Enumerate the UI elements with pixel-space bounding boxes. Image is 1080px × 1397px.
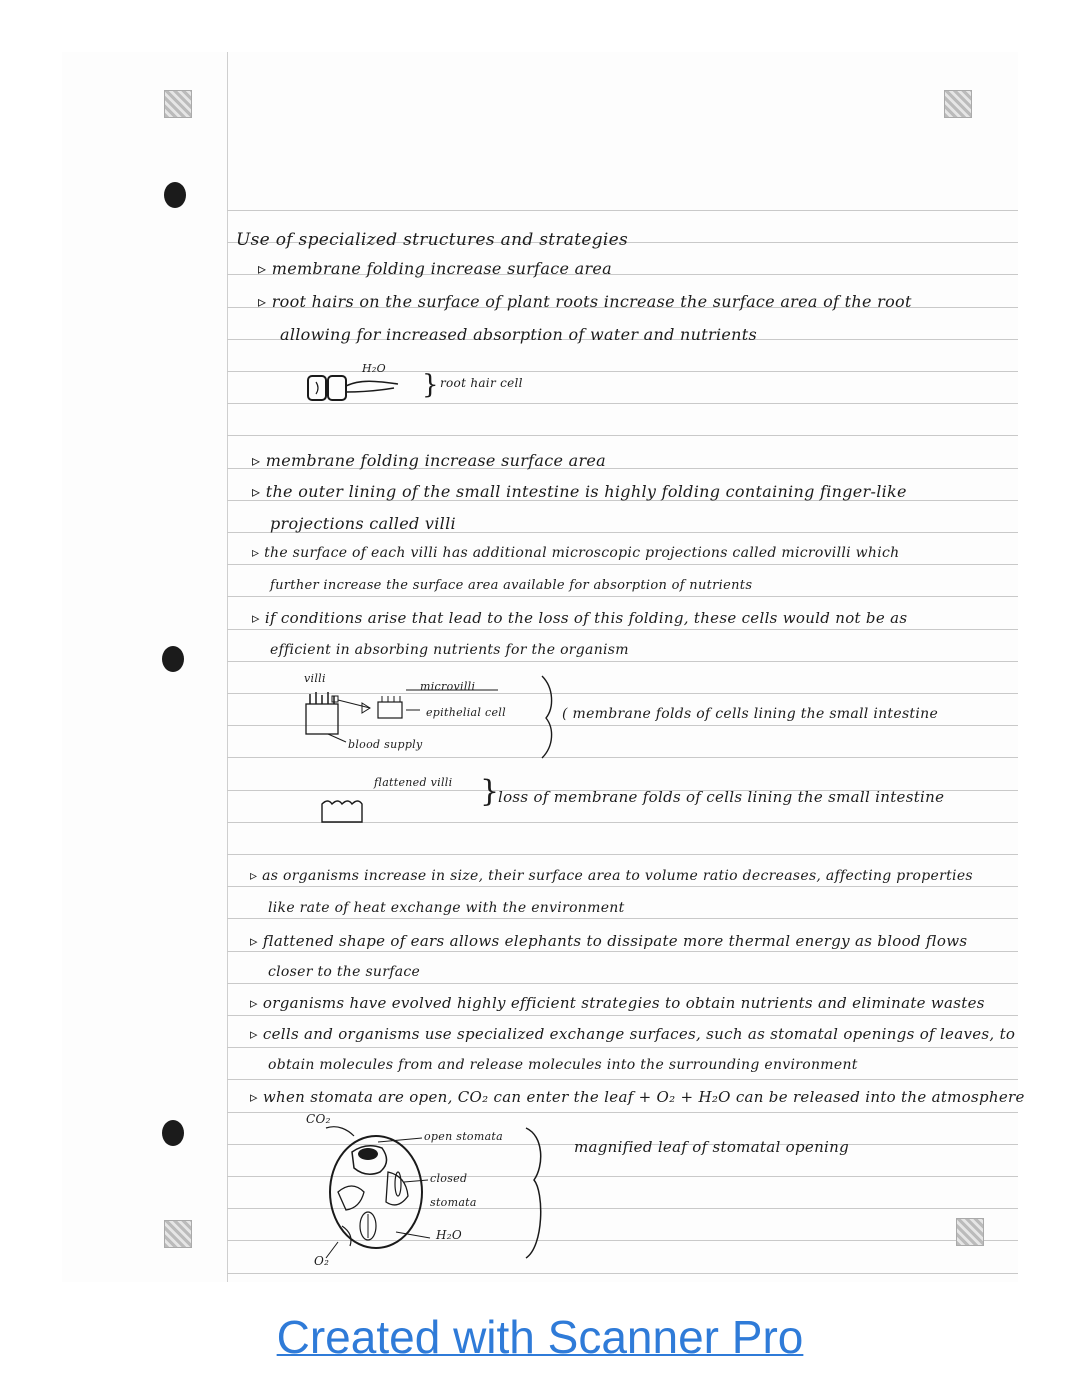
diagram-label: root hair cell	[440, 376, 523, 390]
ruled-line	[227, 983, 1018, 984]
notebook-page	[62, 52, 1025, 1282]
bullet-text: ▹ when stomata are open, CO₂ can enter the leaf + O₂ + H₂O can be released into the atmosphere	[250, 1088, 1025, 1106]
ruled-line	[227, 564, 1018, 565]
diagram-label: loss of membrane folds of cells lining the small intestine	[498, 788, 945, 806]
ruled-line	[227, 1047, 1018, 1048]
ruled-line	[227, 210, 1018, 211]
ruled-line	[227, 629, 1018, 630]
punch-hole	[162, 646, 184, 672]
bullet-continuation: further increase the surface area available for absorption of nutrients	[270, 578, 753, 593]
diagram-label: epithelial cell	[426, 706, 506, 719]
diagram-label: CO₂	[306, 1112, 331, 1126]
bullet-continuation: projections called villi	[270, 514, 456, 533]
diagram-label: magnified leaf of stomatal opening	[574, 1138, 849, 1156]
flattened-villi-diagram	[318, 792, 378, 826]
ruled-line	[227, 435, 1018, 436]
bullet-text: ▹ the outer lining of the small intestine is highly folding containing finger-like	[252, 482, 907, 501]
bullet-continuation: obtain molecules from and release molecules into the surrounding environment	[268, 1057, 858, 1073]
page-title: Use of specialized structures and strategies	[236, 230, 629, 250]
villi-diagram	[298, 688, 548, 758]
punch-hole	[164, 182, 186, 208]
diagram-label: open stomata	[424, 1130, 504, 1143]
root-hair-cell-diagram	[302, 364, 412, 408]
diagram-label: closed	[430, 1172, 468, 1185]
diagram-label: microvilli	[420, 680, 476, 693]
bullet-text: ▹ cells and organisms use specialized exchange surfaces, such as stomatal openings of leaves, to	[250, 1025, 1016, 1043]
corner-marker-icon	[956, 1218, 984, 1246]
corner-marker-icon	[944, 90, 972, 118]
ruled-line	[227, 886, 1018, 887]
bullet-continuation: closer to the surface	[268, 964, 421, 980]
brace-icon: }	[480, 774, 500, 809]
bullet-continuation: like rate of heat exchange with the environment	[268, 900, 625, 916]
margin-line	[227, 52, 228, 1282]
diagram-label: flattened villi	[374, 776, 453, 789]
ruled-line	[227, 918, 1018, 919]
diagram-label: H₂O	[362, 362, 386, 375]
bullet-text: ▹ organisms have evolved highly efficient strategies to obtain nutrients and eliminate wastes	[250, 994, 985, 1012]
diagram-label: O₂	[314, 1254, 330, 1268]
bullet-text: ▹ root hairs on the surface of plant roots increase the surface area of the root	[258, 292, 912, 311]
bullet-text: ▹ membrane folding increase surface area	[252, 451, 607, 470]
ruled-line	[227, 1015, 1018, 1016]
ruled-line	[227, 951, 1018, 952]
ruled-line	[227, 1112, 1018, 1113]
diagram-label: H₂O	[436, 1228, 463, 1242]
ruled-line	[227, 854, 1018, 855]
bullet-continuation: efficient in absorbing nutrients for the organism	[270, 642, 629, 658]
corner-marker-icon	[164, 90, 192, 118]
corner-marker-icon	[164, 1220, 192, 1248]
ruled-line	[227, 596, 1018, 597]
punch-hole	[162, 1120, 184, 1146]
bullet-text: ▹ if conditions arise that lead to the loss of this folding, these cells would not be as	[252, 609, 908, 627]
bullet-continuation: allowing for increased absorption of water and nutrients	[280, 325, 757, 344]
bullet-text: ▹ as organisms increase in size, their surface area to volume ratio decreases, affecting properties	[250, 868, 973, 884]
brace-icon: }	[422, 370, 439, 400]
scanner-pro-link[interactable]: Created with Scanner Pro	[276, 1311, 804, 1363]
ruled-line	[227, 661, 1018, 662]
diagram-label: blood supply	[348, 738, 423, 751]
ruled-line	[227, 1079, 1018, 1080]
diagram-label: stomata	[430, 1196, 477, 1209]
diagram-label: villi	[304, 672, 326, 685]
bullet-text: ▹ the surface of each villi has additional microscopic projections called microvilli which	[252, 545, 900, 561]
bullet-text: ▹ flattened shape of ears allows elephants to dissipate more thermal energy as blood flows	[250, 932, 968, 950]
bullet-text: ▹ membrane folding increase surface area	[258, 259, 613, 278]
ruled-line	[227, 1273, 1018, 1274]
diagram-label: ( membrane folds of cells lining the small intestine	[562, 706, 939, 722]
